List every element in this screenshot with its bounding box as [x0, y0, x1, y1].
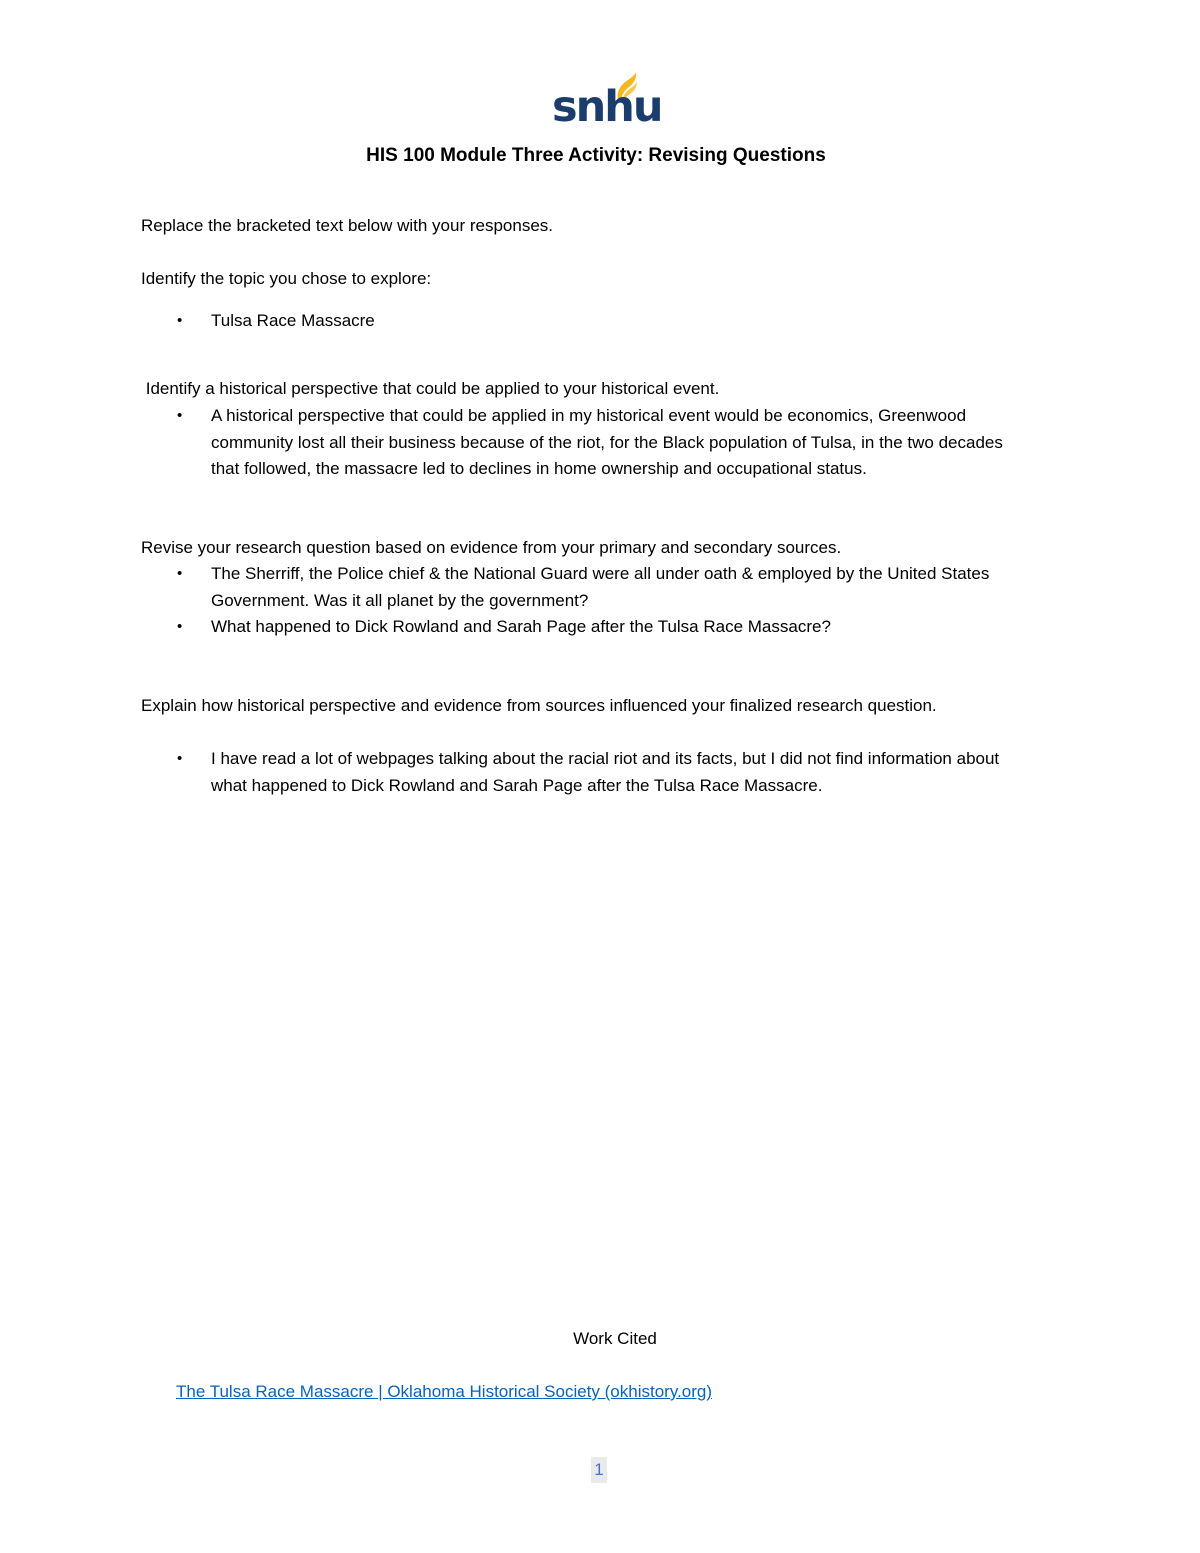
instructions-text: Replace the bracketed text below with your responses.	[141, 216, 554, 235]
snhu-logo	[552, 72, 662, 134]
list-item	[141, 308, 1021, 335]
section-prompt-topic: Identify the topic you chose to explore:	[141, 269, 432, 288]
bullet-icon: •	[177, 750, 183, 767]
list-item	[141, 403, 1021, 483]
list-item-text: The Sherriff, the Police chief & the National Guard were all under oath & employed by the United States Government. Was it all planet by the government?	[211, 564, 990, 610]
page-title: HIS 100 Module Three Activity: Revising Questions	[366, 145, 826, 166]
perspective-answer-list	[141, 403, 1021, 483]
bullet-icon: •	[177, 312, 183, 329]
section-prompt-revise: Revise your research question based on evidence from your primary and secondary sources.	[141, 538, 842, 557]
revise-answer-list	[141, 561, 1021, 641]
explain-answer-list	[141, 746, 1021, 799]
bullet-icon: •	[177, 618, 183, 635]
list-item	[141, 561, 1021, 614]
topic-answer-list	[141, 308, 1021, 335]
page-number: 1	[591, 1457, 607, 1483]
bullet-icon: •	[177, 407, 183, 424]
list-item	[141, 746, 1021, 799]
work-cited-link[interactable]: The Tulsa Race Massacre | Oklahoma Historical Society (okhistory.org)	[176, 1382, 713, 1401]
section-prompt-explain: Explain how historical perspective and evidence from sources influenced your finalized research question.	[141, 696, 937, 715]
list-item-text: What happened to Dick Rowland and Sarah Page after the Tulsa Race Massacre?	[211, 617, 831, 636]
list-item-text: Tulsa Race Massacre	[211, 311, 375, 330]
work-cited-heading: Work Cited	[573, 1329, 657, 1348]
bullet-icon: •	[177, 565, 183, 582]
logo-wordmark: snhu	[552, 82, 662, 132]
list-item-text: I have read a lot of webpages talking about the racial riot and its facts, but I did not find information about what happened to Dick Rowland and Sarah Page after the Tulsa Race Massacre.	[211, 749, 1000, 795]
list-item	[141, 614, 1021, 641]
list-item-text: A historical perspective that could be applied in my historical event would be economics, Greenwood community lost all their business because of the riot, for the Black population of Tulsa, in the two decades that followed, the massacre led to declines in home ownership and occupational status.	[211, 406, 1003, 478]
section-prompt-perspective: Identify a historical perspective that could be applied to your historical event.	[141, 379, 720, 398]
